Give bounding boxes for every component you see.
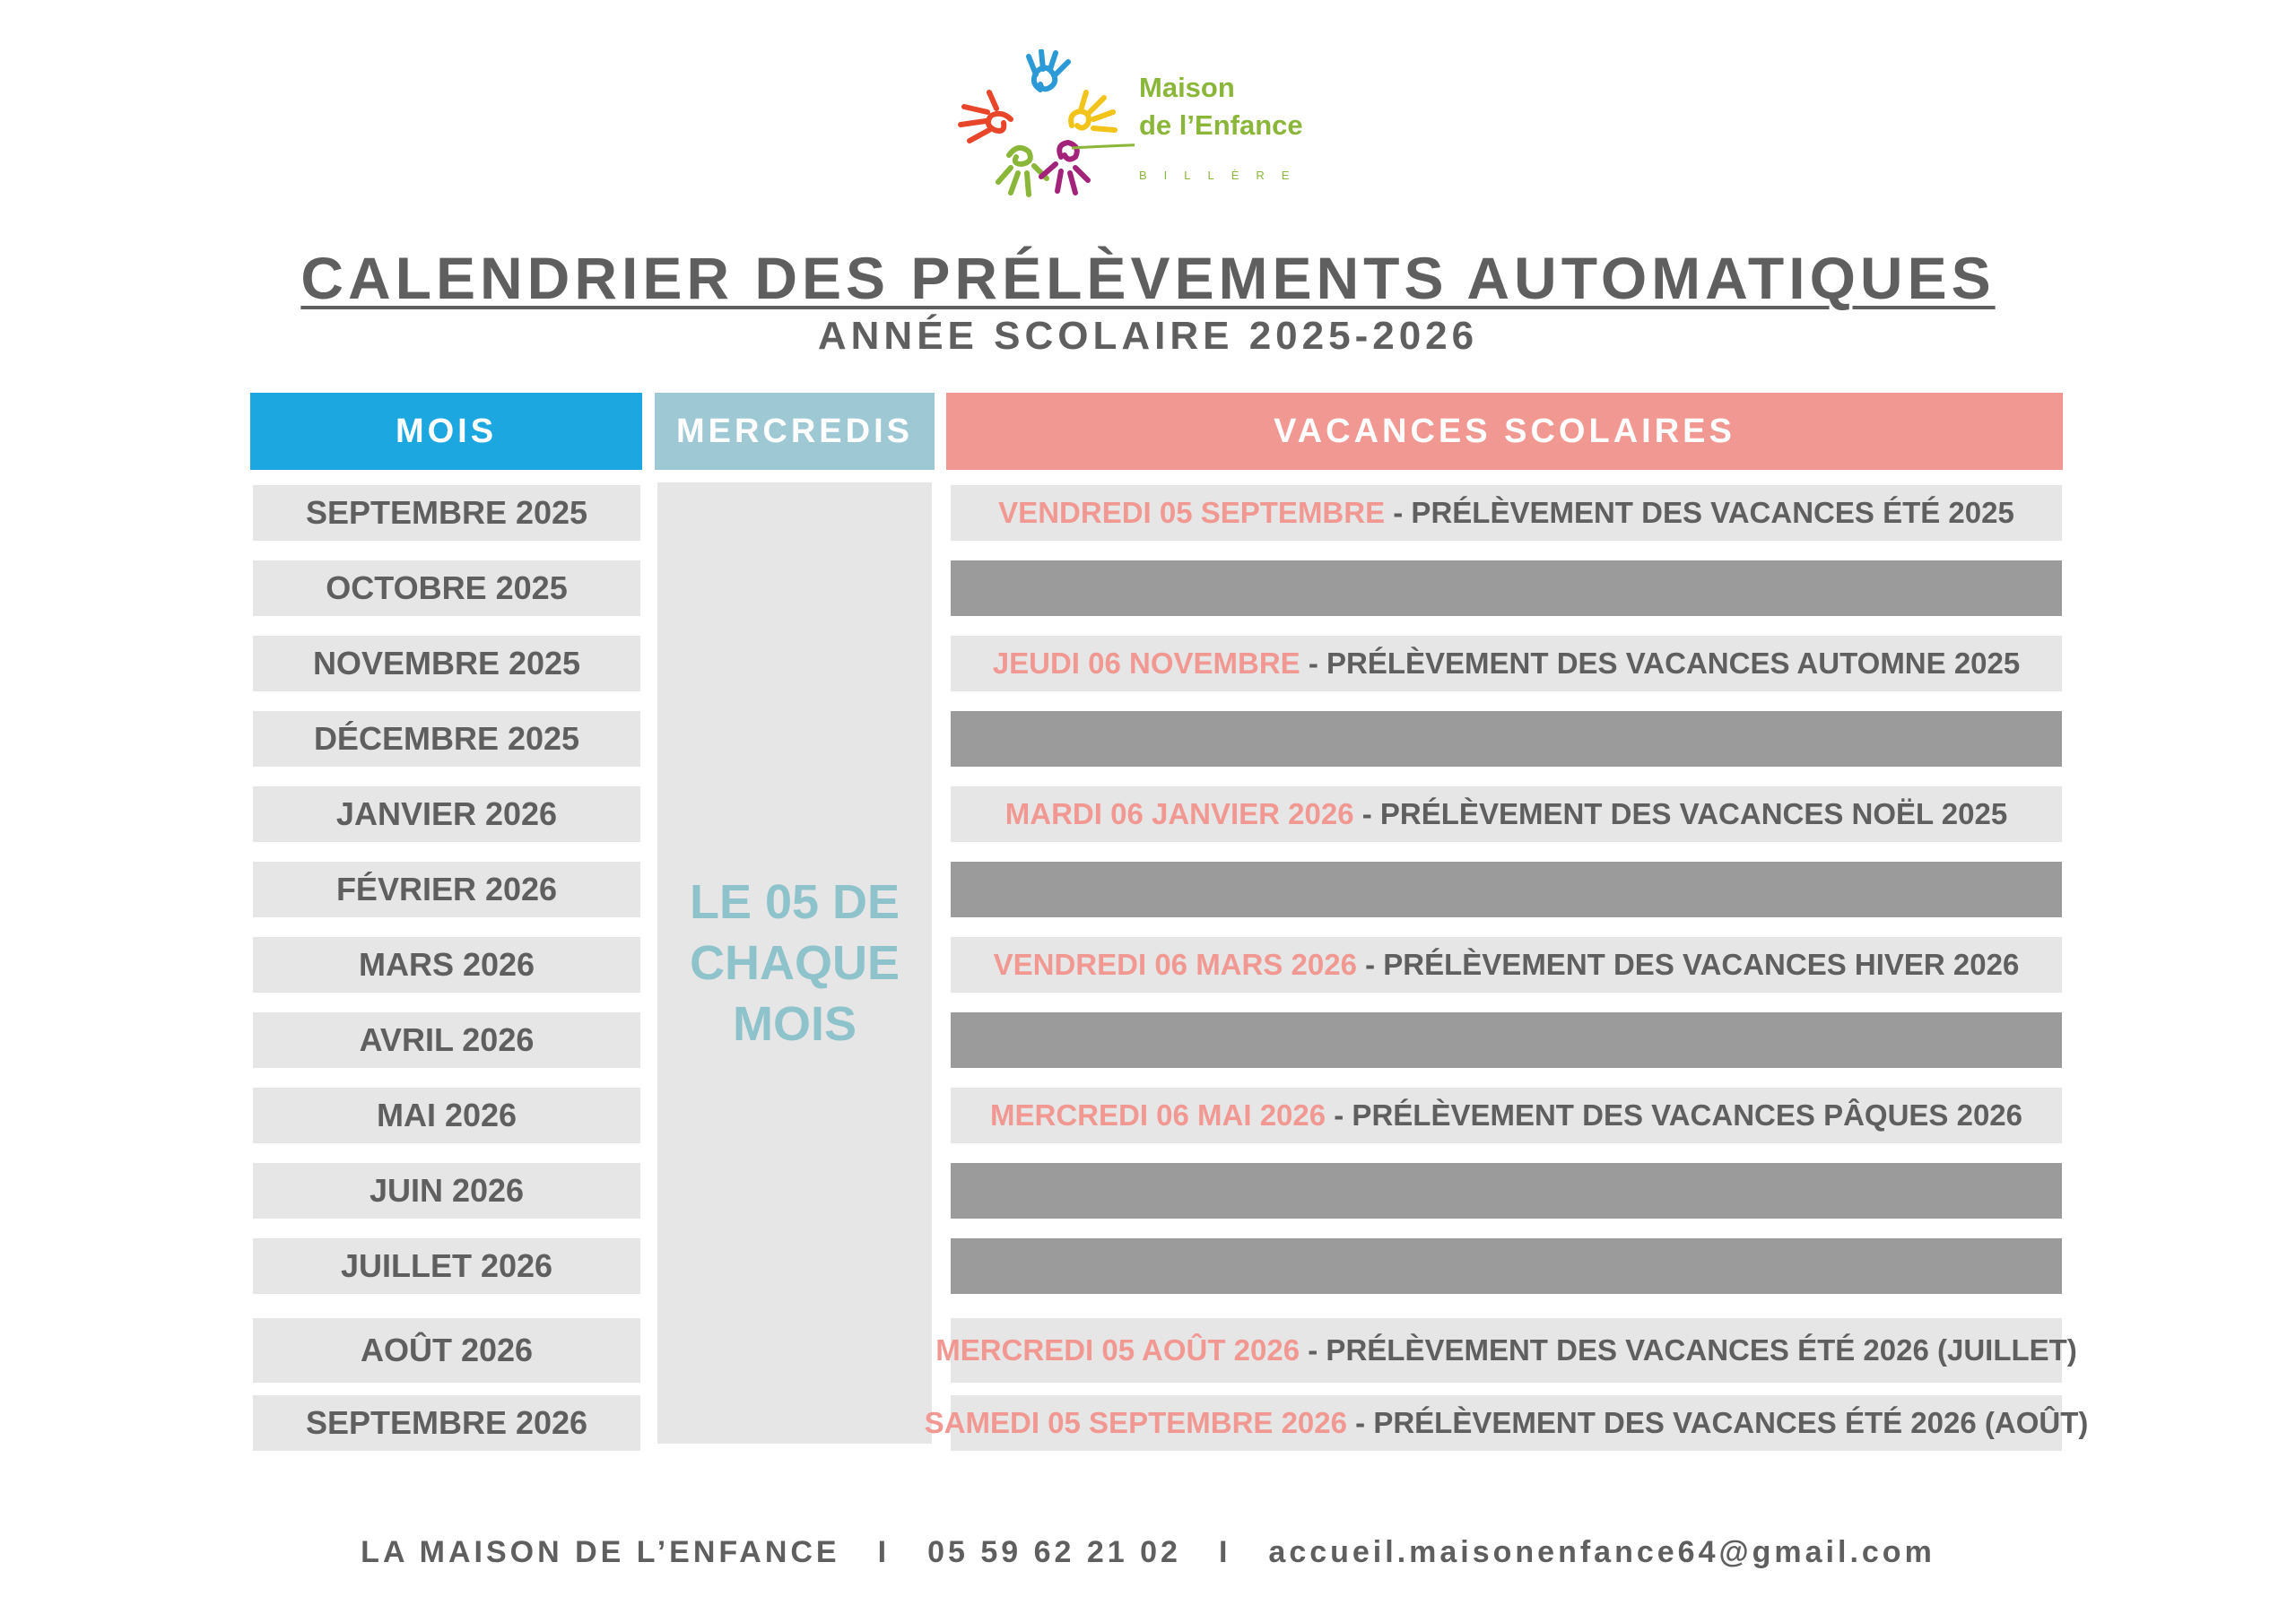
vacances-description: - PRÉLÈVEMENT DES VACANCES AUTOMNE 2025 xyxy=(1300,647,2021,680)
page-subtitle: ANNÉE SCOLAIRE 2025-2026 xyxy=(817,314,1479,358)
mercredis-column xyxy=(657,482,932,1444)
vacances-cell xyxy=(951,485,2062,541)
footer-phone: 05 59 62 21 02 xyxy=(927,1535,1181,1569)
vacances-cell xyxy=(951,1088,2062,1143)
logo-line-2: de l’Enfance xyxy=(1139,109,1303,141)
vacances-empty-cell xyxy=(951,711,2062,767)
vacances-empty-cell xyxy=(951,560,2062,616)
vacances-date: JEUDI 06 NOVEMBRE xyxy=(992,647,1300,680)
vacances-date: SAMEDI 05 SEPTEMBRE 2026 xyxy=(924,1406,1347,1439)
vacances-cell xyxy=(935,1318,2077,1383)
footer-separator: I xyxy=(877,1535,891,1569)
vacances-empty-cell xyxy=(951,1163,2062,1219)
vacances-description: - PRÉLÈVEMENT DES VACANCES ÉTÉ 2026 (JUILLET) xyxy=(1300,1333,2077,1367)
vacances-date: MARDI 06 JANVIER 2026 xyxy=(1004,797,1354,830)
month-cell: FÉVRIER 2026 xyxy=(253,862,640,917)
vacances-description: - PRÉLÈVEMENT DES VACANCES ÉTÉ 2026 (AOÛT) xyxy=(1347,1406,2089,1439)
mercredis-text: LE 05 DE CHAQUE MOIS xyxy=(689,875,900,1051)
logo-subtitle: BILLÈRE xyxy=(1139,169,1307,182)
month-cell: JUIN 2026 xyxy=(253,1163,640,1219)
vacances-description: - PRÉLÈVEMENT DES VACANCES ÉTÉ 2025 xyxy=(1385,496,2014,529)
header-vacances: VACANCES SCOLAIRES xyxy=(946,393,2063,470)
vacances-date: VENDREDI 06 MARS 2026 xyxy=(993,948,1357,981)
vacances-date: VENDREDI 05 SEPTEMBRE xyxy=(998,496,1386,529)
month-cell: AVRIL 2026 xyxy=(253,1012,640,1068)
month-cell: DÉCEMBRE 2025 xyxy=(253,711,640,767)
header-mois: MOIS xyxy=(250,393,642,470)
header-mercredis: MERCREDIS xyxy=(655,393,935,470)
vacances-description: - PRÉLÈVEMENT DES VACANCES HIVER 2026 xyxy=(1356,948,2020,981)
month-cell: MARS 2026 xyxy=(253,937,640,993)
vacances-cell xyxy=(951,636,2062,691)
month-cell: OCTOBRE 2025 xyxy=(253,560,640,616)
logo-text xyxy=(1139,69,1306,195)
vacances-cell xyxy=(951,786,2062,842)
vacances-description: - PRÉLÈVEMENT DES VACANCES NOËL 2025 xyxy=(1353,797,2008,830)
vacances-empty-cell xyxy=(951,862,2062,917)
vacances-empty-cell xyxy=(951,1238,2062,1294)
vacances-date: MERCREDI 06 MAI 2026 xyxy=(989,1098,1326,1132)
month-cell: AOÛT 2026 xyxy=(253,1318,640,1383)
vacances-empty-cell xyxy=(951,1012,2062,1068)
footer xyxy=(0,1535,2296,1570)
logo-line-1: Maison xyxy=(1139,72,1235,103)
vacances-date: MERCREDI 05 AOÛT 2026 xyxy=(935,1333,1300,1367)
footer-name: LA MAISON DE L’ENFANCE xyxy=(361,1535,840,1569)
logo xyxy=(955,49,1350,215)
month-cell: SEPTEMBRE 2026 xyxy=(253,1395,640,1451)
hands-logo-icon xyxy=(955,49,1135,215)
month-cell: MAI 2026 xyxy=(253,1088,640,1143)
month-cell: NOVEMBRE 2025 xyxy=(253,636,640,691)
footer-email: accueil.maisonenfance64@gmail.com xyxy=(1268,1535,1935,1569)
vacances-cell xyxy=(951,937,2062,993)
month-cell: JUILLET 2026 xyxy=(253,1238,640,1294)
vacances-cell xyxy=(924,1395,2089,1451)
footer-separator: I xyxy=(1218,1535,1231,1569)
month-cell: SEPTEMBRE 2025 xyxy=(253,485,640,541)
vacances-description: - PRÉLÈVEMENT DES VACANCES PÂQUES 2026 xyxy=(1326,1098,2023,1132)
page-title: CALENDRIER DES PRÉLÈVEMENTS AUTOMATIQUES xyxy=(300,245,1996,311)
month-cell: JANVIER 2026 xyxy=(253,786,640,842)
